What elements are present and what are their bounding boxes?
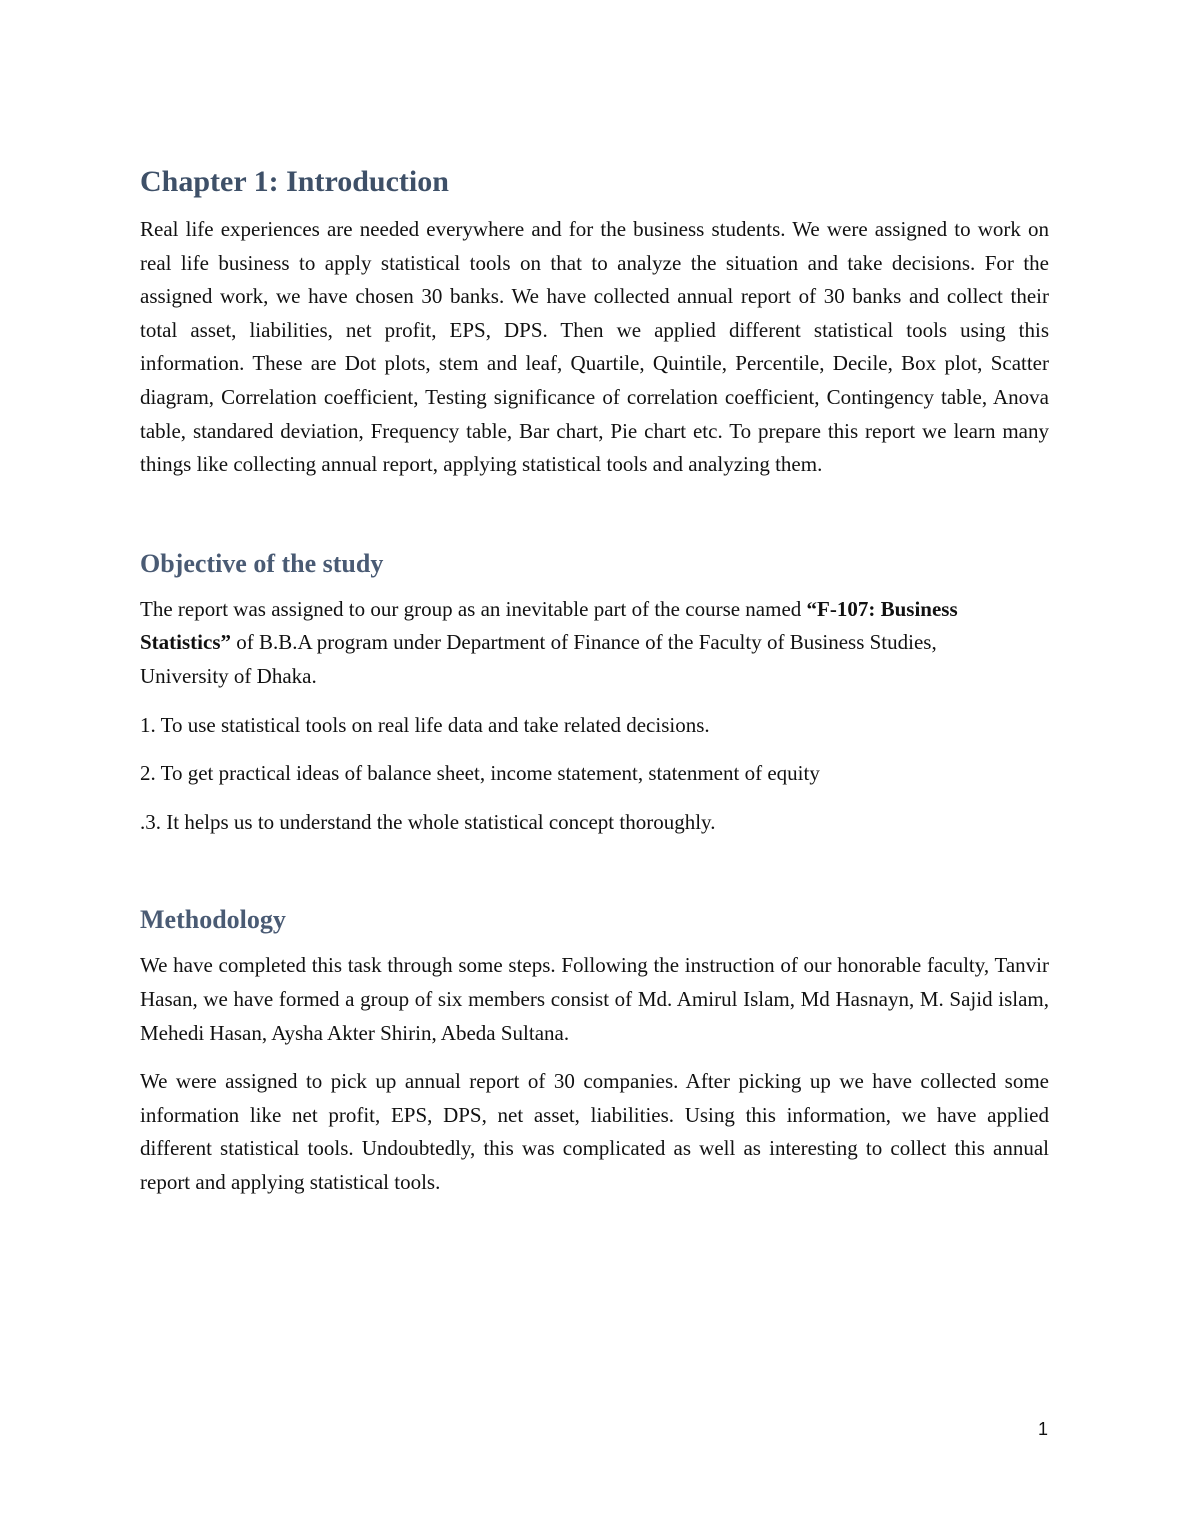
objective-heading: Objective of the study bbox=[140, 548, 384, 578]
course-name-part1: “F-107: Business bbox=[806, 596, 958, 621]
objective-intro-last-line: University of Dhaka. bbox=[140, 663, 317, 688]
methodology-paragraph-1: We have completed this task through some steps. Following the instruction of our honorable faculty, Tanvir Hasan, we have formed a group of six members consist of Md. Amirul Islam, Md Hasnayn, M. Sajid islam, Mehedi Hasan, Aysha Akter Shirin, Abeda Sultana. bbox=[140, 953, 1049, 1045]
objective-item-2: 2. To get practical ideas of balance sheet, income statement, statenment of equity bbox=[140, 761, 820, 786]
objective-intro-paragraph bbox=[140, 593, 1049, 694]
course-name-part2: Statistics” bbox=[140, 630, 231, 655]
methodology-heading: Methodology bbox=[140, 905, 286, 935]
objective-item-3: .3. It helps us to understand the whole statistical concept thoroughly. bbox=[140, 809, 716, 834]
objective-item-1: 1. To use statistical tools on real life data and take related decisions. bbox=[140, 712, 710, 737]
chapter-title: Chapter 1: Introduction bbox=[140, 165, 449, 198]
objective-intro-text: The report was assigned to our group as an inevitable part of the course named bbox=[140, 596, 807, 621]
methodology-paragraph-2: We were assigned to pick up annual report of 30 companies. After picking up we have collected some information like net profit, EPS, DPS, net asset, liabilities. Using this information, we have applied different statistical tools. Undoubtedly, this was complicated as well as interesting to collect this annual report and applying statistical tools. bbox=[140, 1069, 1049, 1194]
document-page bbox=[140, 160, 1049, 1199]
page-number: 1 bbox=[1038, 1419, 1049, 1439]
objective-intro-continuation: of B.B.A program under Department of Finance of the Faculty of Business Studies, bbox=[231, 630, 937, 655]
intro-paragraph: Real life experiences are needed everywhere and for the business students. We were assigned to work on real life business to apply statistical tools on that to analyze the situation and take decisions. For the assigned work, we have chosen 30 banks. We have collected annual report of 30 banks and collect their total asset, liabilities, net profit, EPS, DPS. Then we applied different statistical tools using this information. These are Dot plots, stem and leaf, Quartile, Quintile, Percentile, Decile, Box plot, Scatter diagram, Correlation coefficient, Testing significance of correlation coefficient, Contingency table, Anova table, standared deviation, Frequency table, Bar chart, Pie chart etc. To prepare this report we learn many things like collecting annual report, applying statistical tools and analyzing them. bbox=[140, 217, 1049, 477]
